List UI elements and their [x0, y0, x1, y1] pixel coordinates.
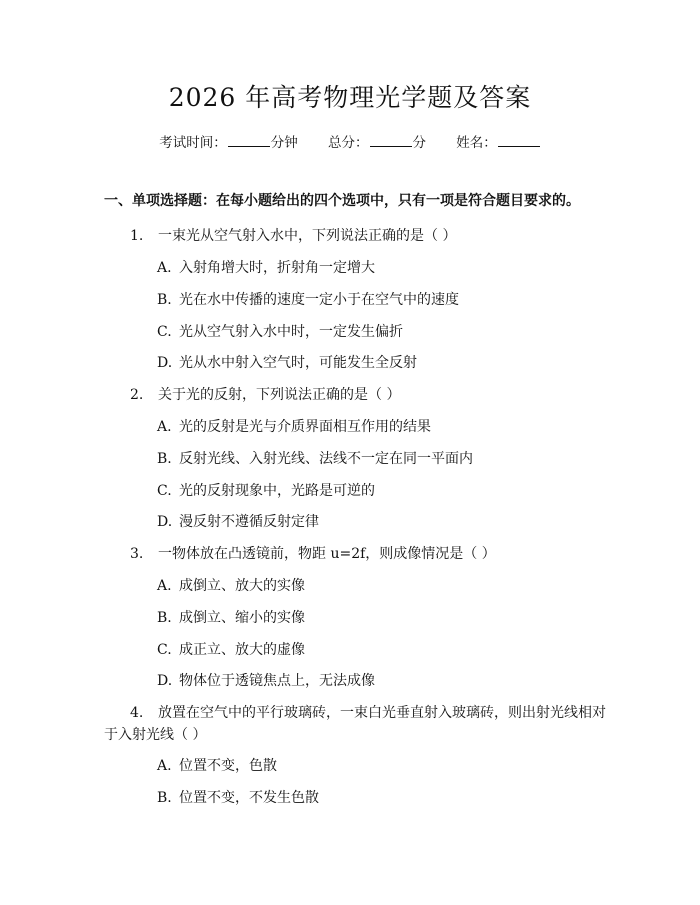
question-stem — [130, 543, 496, 563]
option-item — [157, 755, 277, 775]
option-item — [157, 289, 459, 309]
exam-time-unit: 分钟 — [270, 135, 298, 151]
total-score-label: 总分： — [328, 135, 369, 151]
option-label: C. — [157, 324, 172, 340]
option-text: 光在水中传播的速度一定小于在空气中的速度 — [179, 292, 459, 308]
option-label: A. — [157, 260, 172, 276]
question-text: 关于光的反射，下列说法正确的是（ ） — [158, 387, 401, 403]
student-name-field — [456, 131, 541, 151]
option-text: 入射角增大时，折射角一定增大 — [179, 260, 375, 276]
option-item — [157, 321, 403, 341]
option-text: 光的反射是光与介质界面相互作用的结果 — [179, 419, 431, 435]
total-score-field — [328, 131, 426, 151]
question-stem — [130, 702, 606, 722]
question-number: 4. — [130, 705, 144, 721]
option-label: D. — [157, 514, 173, 530]
option-label: C. — [157, 642, 172, 658]
option-item — [157, 607, 305, 627]
option-text: 成正立、放大的虚像 — [179, 642, 305, 658]
option-text: 成倒立、缩小的实像 — [179, 610, 305, 626]
total-score-blank — [370, 134, 412, 147]
option-label: B. — [157, 610, 172, 626]
question-text: 放置在空气中的平行玻璃砖，一束白光垂直射入玻璃砖，则出射光线相对 — [158, 705, 606, 721]
question-number: 2. — [130, 387, 144, 403]
option-item — [157, 257, 375, 277]
option-text: 光的反射现象中，光路是可逆的 — [179, 483, 375, 499]
option-label: B. — [157, 292, 172, 308]
question-text: 一束光从空气射入水中，下列说法正确的是（ ） — [158, 228, 457, 244]
student-name-label: 姓名： — [456, 135, 497, 151]
option-item — [157, 448, 473, 468]
option-label: A. — [157, 758, 172, 774]
option-label: A. — [157, 419, 172, 435]
exam-time-field — [159, 131, 298, 151]
option-item — [157, 639, 305, 659]
page-title: 2026 年高考物理光学题及答案 — [168, 83, 532, 112]
option-item — [157, 480, 375, 500]
option-item — [157, 670, 375, 690]
option-text: 光从空气射入水中时，一定发生偏折 — [179, 324, 403, 340]
question-stem — [130, 225, 456, 245]
option-item — [157, 416, 431, 436]
section-heading: 一、单项选择题：在每小题给出的四个选项中，只有一项是符合题目要求的。 — [104, 193, 580, 209]
question-text: 一物体放在凸透镜前，物距 u=2f，则成像情况是（ ） — [158, 546, 496, 562]
total-score-unit: 分 — [412, 135, 426, 151]
option-text: 位置不变，不发生色散 — [179, 790, 319, 806]
option-text: 漫反射不遵循反射定律 — [179, 514, 319, 530]
option-text: 位置不变，色散 — [179, 758, 277, 774]
option-item — [157, 575, 305, 595]
option-text: 光从水中射入空气时，可能发生全反射 — [179, 355, 417, 371]
student-name-blank — [498, 134, 540, 147]
option-label: B. — [157, 451, 172, 467]
option-text: 反射光线、入射光线、法线不一定在同一平面内 — [179, 451, 473, 467]
exam-info-line — [0, 131, 700, 151]
option-text: 成倒立、放大的实像 — [179, 578, 305, 594]
option-item — [157, 352, 417, 372]
option-item — [157, 511, 319, 531]
option-label: D. — [157, 673, 173, 689]
question-number: 1. — [130, 228, 144, 244]
question-text-continued: 于入射光线（ ） — [104, 727, 207, 743]
option-item — [157, 787, 319, 807]
exam-time-label: 考试时间： — [159, 135, 227, 151]
option-text: 物体位于透镜焦点上，无法成像 — [179, 673, 375, 689]
question-stem — [130, 384, 400, 404]
option-label: D. — [157, 355, 173, 371]
option-label: B. — [157, 790, 172, 806]
option-label: C. — [157, 483, 172, 499]
question-number: 3. — [130, 546, 144, 562]
option-label: A. — [157, 578, 172, 594]
exam-time-blank — [228, 134, 270, 147]
